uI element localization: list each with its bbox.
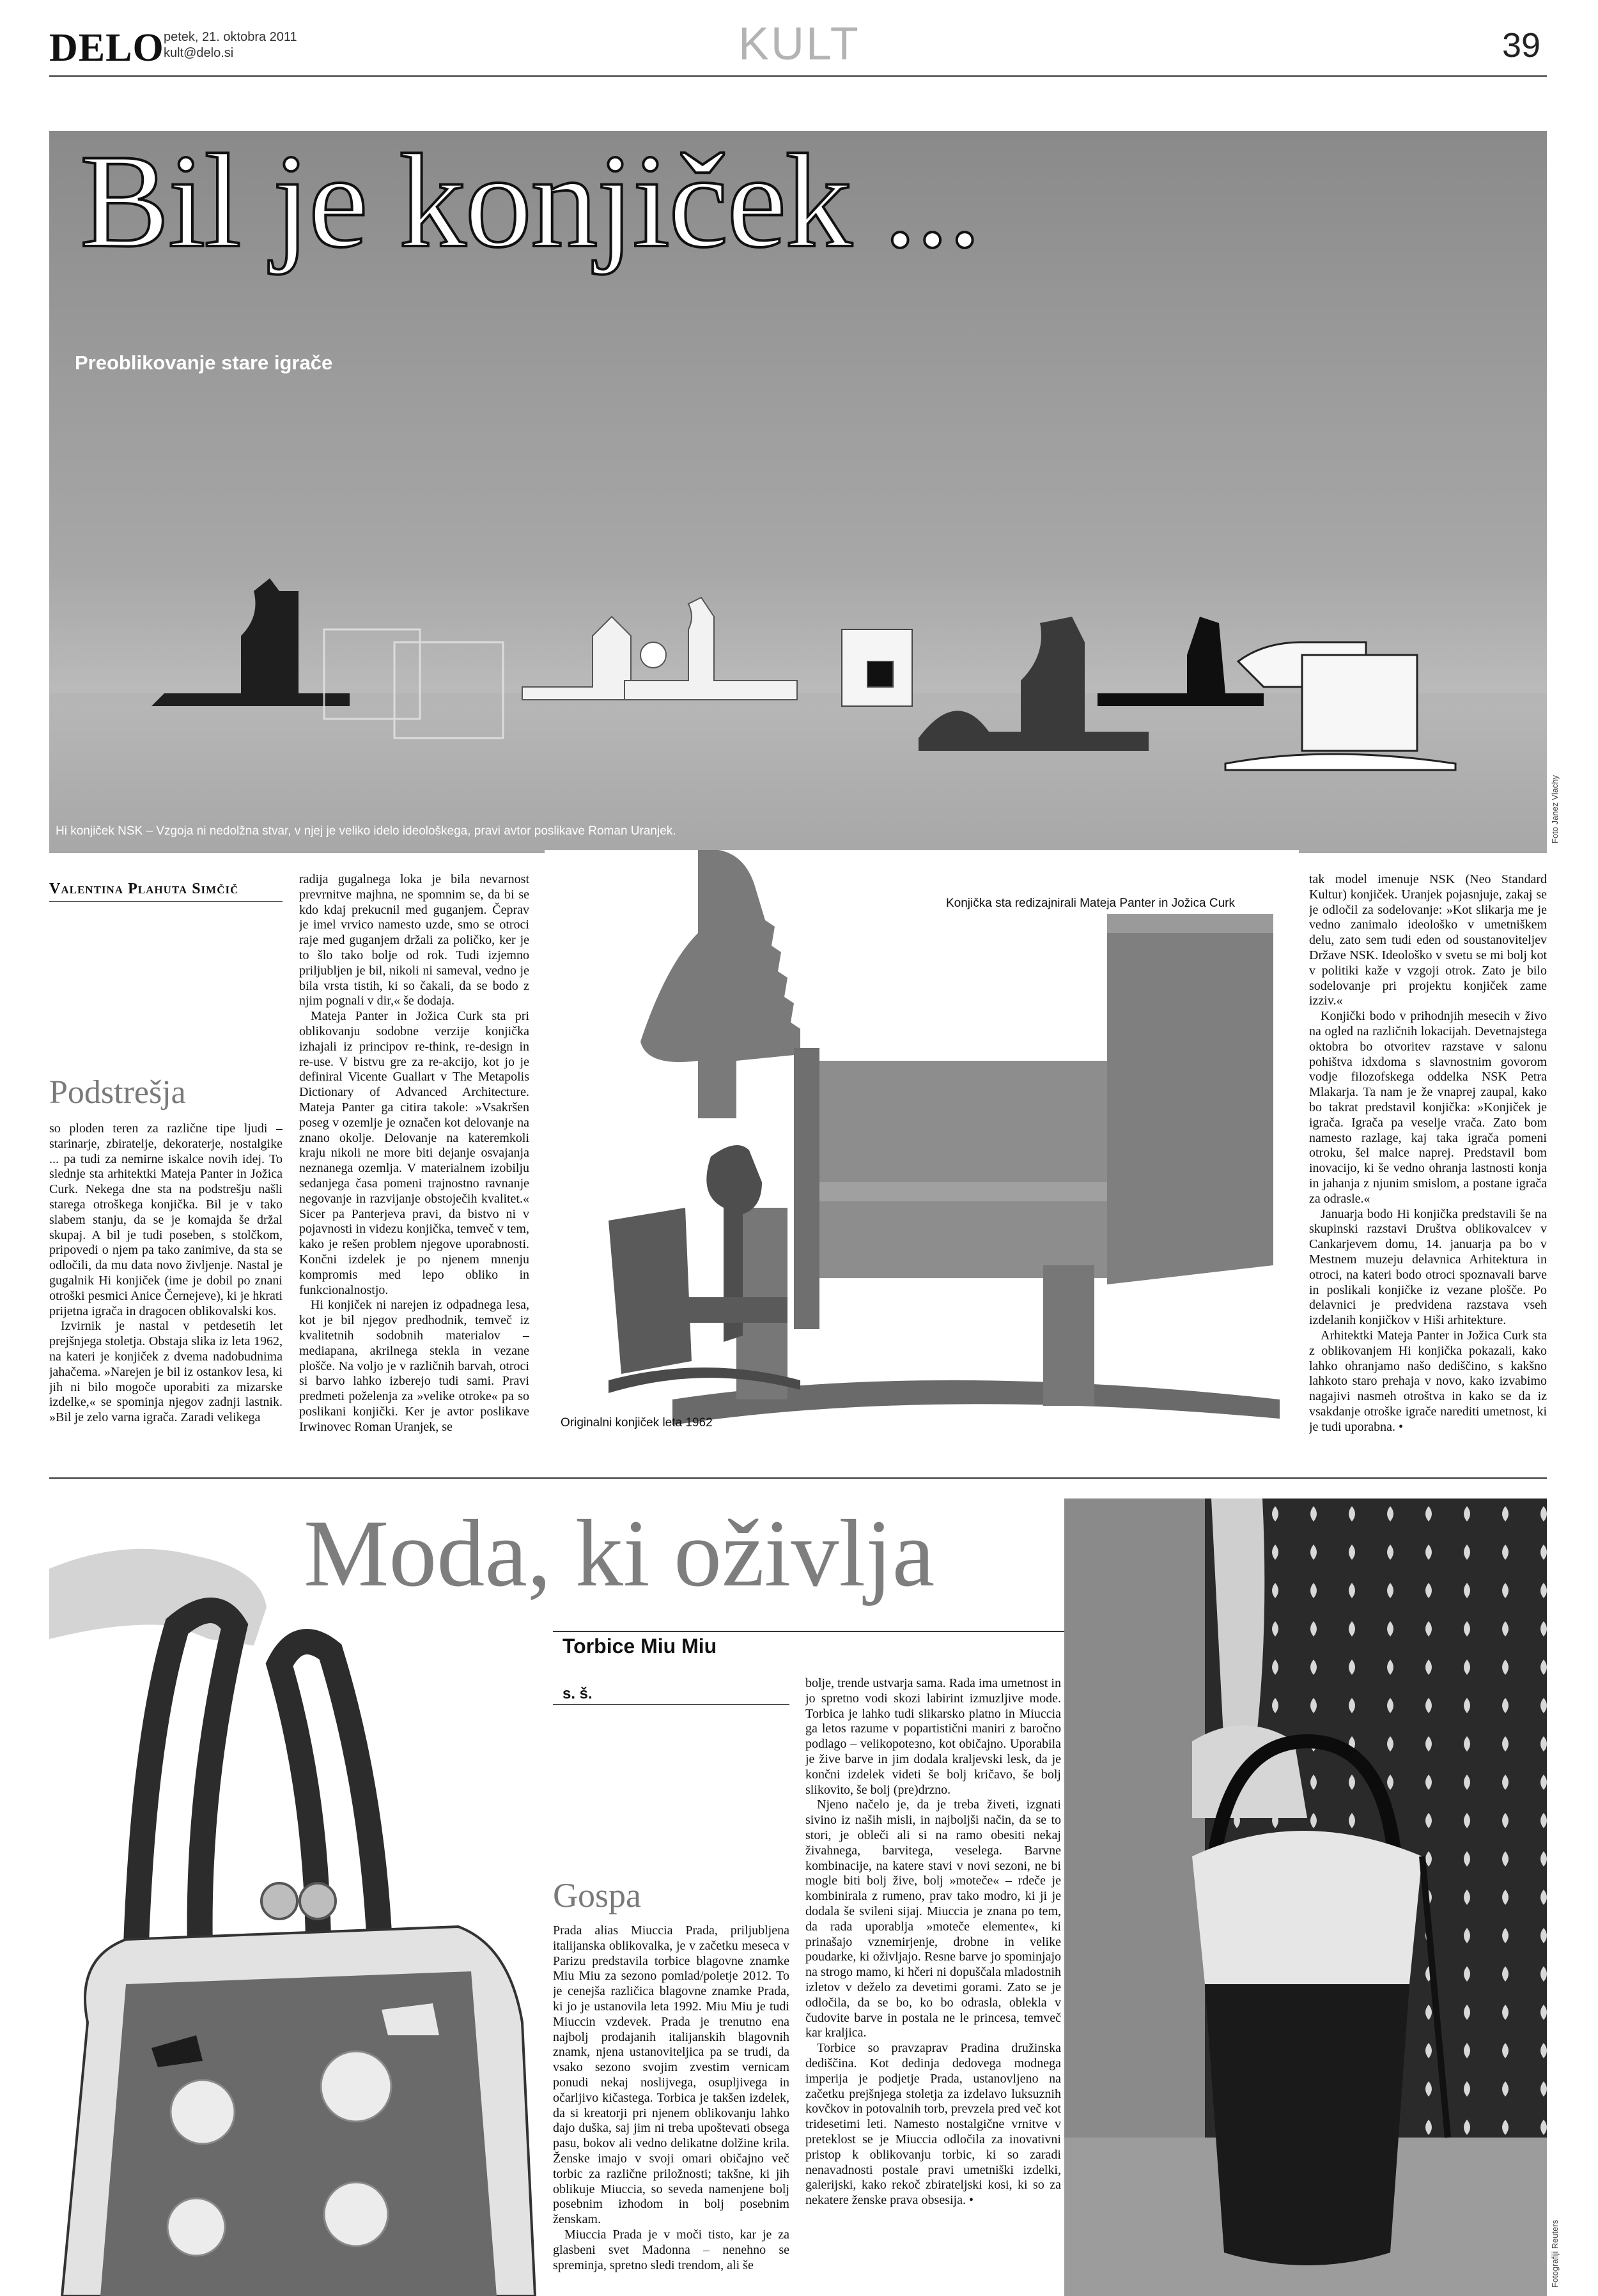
article1-col2-p2: Mateja Panter in Jožica Curk sta pri oblikovanju sodobne verzije konjička izhajali iz principov re-think, re-design in re-use. V bistvu gre za re-akcijo, kot jo je definiral Vicente Guallart v The Metapolis Dictionary of Advanced Architecture. Mateja Panter ga citira takole: »Vsakršen poseg v ozemlje je označen kot delovanje na znano okolje. Delovanje na kateremkoli kraju nikoli ne more biti dejanje osvajanja neznanega ozemlja. V materialnem izobilju sedanjega časa pomeni trajnostno ravnanje negovanje in razvijanje obstoječih kvalitet.« Sicer pa Panterjeva pravi, da bistvo ni v pojavnosti in videzu konjička, temveč v tem, kako je rešen problem njegove uporabnosti. Končni izdelek je po njenem mnenju kompromis med lepo obliko in funkcionalnostjo. — [299, 1009, 529, 1297]
article2-col1-p1: Prada alias Miuccia Prada, priljubljena italijanska oblikovalka, je v začetku meseca v Parizu predstavila torbice blagovne znamke Miu Miu za sezono pomlad/poletje 2012. To je cenejša različica blagovne znamke Prada, ki jo je ustanovila leta 1992. Miu Miu je tudi Miuccin vzdevek. Prada je trenutno ena najbolj prodajanih italijanskih blagovnih znamk, njena ustanoviteljica pa se trudi, da vsako sezono svojim zvestim vernicam ponudi nekaj noslijvega, osupljivega in očarljivo kičastega. Torbica je takšen izdelek, da si kreatorji pri njenem oblikovanju lahko dajo duška, saj jim ni treba upoštevati obsega pasu, bokov ali vedno delikatne dolžine krila. Ženske imajo v svoji omari običajno več torbic za različne priložnosti; takšne, ki jih oblikuje Miuccia, so seveda namenjene bolj posebnim izhodom in bolj posebnim ženskam. — [553, 1923, 789, 2227]
article1-col2 — [299, 872, 529, 1454]
article1-col3-p1: tak model imenuje NSK (Neo Standard Kultur) konjiček. Uranjek pojasnjuje, zakaj se je odločil za sodelovanje: »Kot slikarja me je vedno zanimalo ideološko v umetniškem delu, zato sem tudi eden od soustanoviteljev Države NSK. Ideološko v svetu se mi bolj kot v politiki kaže v vzgoji otrok. Zato je bilo sodelovanje pri projektu konjiček zame izziv.« — [1309, 872, 1547, 1008]
page-number: 39 — [1502, 26, 1541, 65]
article2-author-rule — [553, 1704, 789, 1705]
article2-title: Moda, ki oživlja — [304, 1500, 935, 1606]
article2-kicker: Gospa — [553, 1876, 641, 1915]
hero-photo — [49, 131, 1547, 853]
article2-col2-p3: Torbice so pravzaprav Pradina družinska dediščina. Kot dedinja dedovega modnega imperija je podjetje Prada, ustanovljeno na začetku prejšnjega stoletja za izdelavo luksuznih kovčkov in potovalnih torb, prevzela pred več kot tridesetimi leti. Namesto nostalgične vrnitve v preteklost se je Miuccia odločila za inovativni pristop k oblikovanju torbic, ki so zaradi nenavadnosti postale pravi umetniški izdelki, galerijski, kako rekoč zbirateljski kosi, ki so za nekatere ženske prava obsesija. • — [805, 2041, 1061, 2208]
article-separator — [49, 1477, 1547, 1479]
article1-kicker: Podstrešja — [49, 1074, 186, 1111]
horse-photo-caption-bottom: Originalni konjiček leta 1962 — [561, 1416, 713, 1429]
author-rule — [49, 901, 283, 902]
article2-col1 — [553, 1923, 789, 2296]
article2-col2-p1: bolje, trende ustvarja sama. Rada ima umetnost in jo spretno vodi skozi labirint izmuzljive mode. Torbica je lahko tudi slikarsko platno in Miuccia ga letos razume v popartistični maniri z baročno podlago – velikopoteзno, kot običajno. Uporabila je žive barve in jim dodala kraljevski lesk, da je končni izdelek videti še bolj kričavo, še bolj slikovito, še bolj (pre)drzno. — [805, 1676, 1061, 1797]
horse-photo — [545, 850, 1299, 1454]
handbag-photo-left — [49, 1499, 554, 2296]
article2-col2 — [805, 1676, 1061, 2296]
masthead-email: kult@delo.si — [164, 46, 234, 60]
article1-col1-p2: Izvirnik je nastal v petdesetih let prejšnjega stoletja. Obstaja slika iz leta 1962, na kateri je konjiček z dvema nadobudnima jahačema. »Narejen je bil iz ostankov lesa, ki jih ni bilo mogoče uporabiti za mizarske izdelke,« se spominja njegov zadnji lastnik. »Bil je zelo varna igrača. Zaradi velikega — [49, 1319, 283, 1425]
handbag-photo-right — [1064, 1499, 1547, 2296]
article1-col1-p1: so ploden teren za različne tipe ljudi – starinarje, zbiratelje, dekoraterje, nostalgike ... pa tudi za nemirne iskalce novih idej. To slednje sta arhitektki Mateja Panter in Jožica Curk. Nekega dne sta na podstrešju našli starega otroškega konjička. Bil je v tako slabem stanju, da se je komajda še držal skupaj. A bil je tudi poseben, s stolčkom, pripovedi o njem pa tako zanimive, da sta se odločili, da mu data novo življenje. Nastal je gugalnik Hi konjiček (ime je dobil po znani otroški pesmici Anice Černejeve), ki je hkrati prijetna igrača in dragocen oblikovalski kos. — [49, 1121, 283, 1318]
hero-caption: Hi konjiček NSK – Vzgoja ni nedolžna stvar, v njej je veliko idelo ideološkega, pravi avtor poslikave Roman Uranjek. — [56, 824, 676, 838]
article1-title: Bil je konjiček ... — [80, 131, 981, 275]
section-name: KULT — [738, 19, 860, 70]
masthead-rule — [49, 75, 1547, 77]
article2-author: s. š. — [562, 1685, 593, 1702]
article2-subtitle: Torbice Miu Miu — [562, 1635, 717, 1658]
horse-photo-caption-top: Konjička sta redizajnirali Mateja Panter in Jožica Curk — [946, 897, 1235, 910]
article2-photo-credit: Fotografiji Reuters — [1550, 2219, 1560, 2288]
article1-author: Valentina Plahuta Simčič — [49, 881, 239, 897]
article1-col3-p2: Konjički bodo v prihodnjih mesecih v živo na ogled na različnih lokacijah. Devetnajstega oktobra bo otvoritev razstave v salonu pohištva idxdoma s slavnostnim govorom vodje filozofskega oddelka NSK Petra Mlakarja. Ta nam je že vnaprej zaupal, kako bo takrat predstavil konjička: »Konjiček je igrača. Igrača pa veselje vrača. Zato bom namesto razlage, kaj taka igrača pomeni otroku, šel malce naprej. Predstavil bom inovacijo, ki še vedno ohranja lastnosti konja in jahanja z njunim smislom, a postane igrača za odrasle.« — [1309, 1009, 1547, 1206]
article1-subtitle: Preoblikovanje stare igrače — [75, 351, 333, 374]
article2-col2-p2: Njeno načelo je, da je treba živeti, izgnati sivino iz naših misli, in najboljši način, da se to stori, je obleči ali si na ramo obesiti nekaj živahnega, barvitega, veselega. Barvne kombinacije, na katere stavi v novi sezoni, ne bi mogle biti bolj žive, bolj »moteče« – rdeče je kombinirala z rumeno, prav tako modro, ki ji je dodala še svileni sijaj. Miuccia je znana po tem, da rada uporablja »moteče elemente«, ki prinašajo vznemirjenje, drobne in velike poudarke, ki oživljajo. Resne barve jo spominjajo na strogo mamo, ki hčeri ni dopuščala mladostnih izletov v deželo za devetimi gorami. Zato se je odločila, da se bo, ko bo odrasla, oblekla v čudovite barve in postala ne le princesa, temveč kar kraljica. — [805, 1798, 1061, 2040]
masthead-logo: DELO — [49, 26, 164, 70]
article1-col3-p4: Arhitektki Mateja Panter in Jožica Curk sta z oblikovanjem Hi konjička pokazali, kako lahko ohranjamo našo dediščino, s kakšno lahkoto staro prehaja v novo, kako izvabimo nagajivi nasmeh otroštva in kako se da iz vsakdanje otroške igrače narediti umetnost, ki je tudi uporabna. • — [1309, 1328, 1547, 1434]
article1-col2-p3: Hi konjiček ni narejen iz odpadnega lesa, kot je bil njegov predhodnik, temveč iz kvalitetnih sodobnih materialov – mediapana, akrilnega stekla in vezane plošče. Na voljo je v različnih barvah, otroci si barvo lahko izberejo tudi sami. Pravi predmeti poželenja za »velike otroke« pa so poslikani konjički. Ker je avtor poslikave Irwinovec Roman Uranjek, se — [299, 1298, 529, 1434]
article2-subtitle-rule — [553, 1631, 1064, 1632]
article2-col1-p2: Miuccia Prada je v moči tisto, kar je za glasbeni svet Madonna – nenehno se spreminja, spretno sledi trendom, ali še — [553, 2227, 789, 2272]
article1-col3 — [1309, 872, 1547, 1454]
article1-col2-p1: radija gugalnega loka je bila nevarnost prevrnitve majhna, ne spomnim se, da bi se kdo kdaj prekucnil med guganjem. Čeprav je imel vrvico namesto uzde, smo se otroci raje med guganjem držali za poličko, ker je to šlo tako bolje od rok. Tudi izjemno priljubljen je bil, nikoli ni sameval, vedno je bila vrsta tistih, ki so čakali, da se bodo z njim pognali v dir,« še dodaja. — [299, 872, 529, 1008]
article1-col1 — [49, 1121, 283, 1454]
hero-photo-credit: Foto Janez Vlachy — [1550, 775, 1560, 844]
article1-col3-p3: Januarja bodo Hi konjička predstavili še na skupinski razstavi Društva oblikovalcev v Cankarjevem domu, 14. januarja pa bo v Mestnem muzeju delavnica Arhitektura in otroci, na kateri bodo otroci spoznavali barve in poslikali konjičke iz vezane plošče. Po delavnici je predvidena razstava vseh izdelanih konjičkov v Hiši arhitekture. — [1309, 1206, 1547, 1328]
masthead-date: petek, 21. oktobra 2011 — [164, 30, 297, 44]
